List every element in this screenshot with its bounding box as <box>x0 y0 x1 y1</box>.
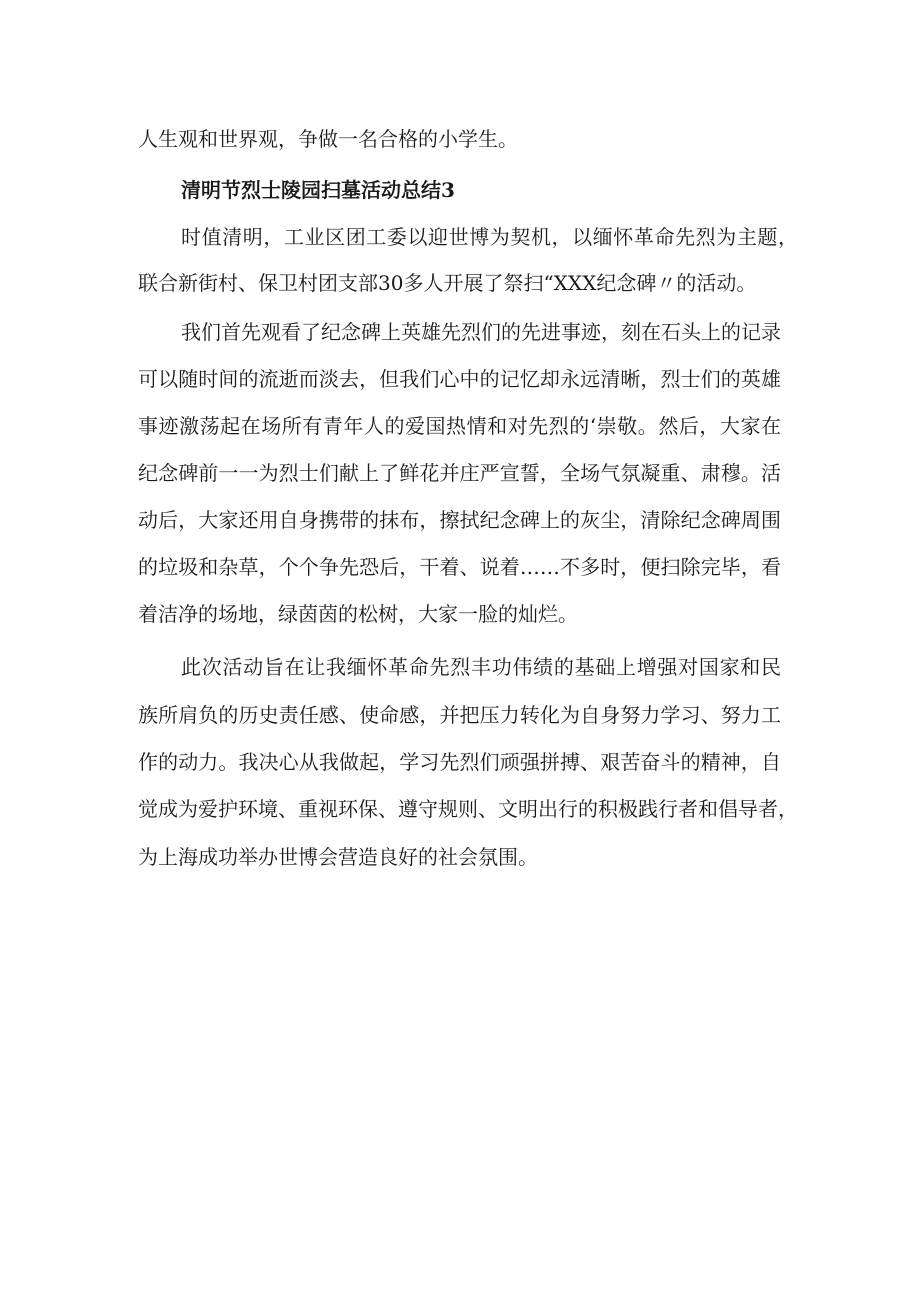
text-line: 事迹激荡起在场所有青年人的爱国热情和对先烈的‘崇敬。然后，大家在 <box>138 414 781 438</box>
section-heading: 清明节烈士陵园扫墓活动总结3 <box>181 178 455 202</box>
text-line: 族所肩负的历史责任感、使命感，并把压力转化为自身努力学习、努力工 <box>138 703 781 727</box>
text-line: 人生观和世界观，争做一名合格的小学生。 <box>138 127 518 151</box>
text-line: 可以随时间的流逝而淡去，但我们心中的记忆却永远清晰，烈士们的英雄 <box>138 367 781 391</box>
text-line: 此次活动旨在让我缅怀革命先烈丰功伟绩的基础上增强对国家和民 <box>181 655 781 679</box>
text-line: 作的动力。我决心从我做起，学习先烈们顽强拼搏、艰苦奋斗的精神，自 <box>138 750 781 774</box>
text-line: 我们首先观看了纪念碑上英雄先烈们的先进事迹，刻在石头上的记录 <box>181 320 781 344</box>
text-line: 联合新街村、保卫村团支部30多人开展了祭扫“XXX纪念碑〃的活动。 <box>138 271 757 295</box>
text-line: 着洁净的场地，绿茵茵的松树，大家一脸的灿烂。 <box>138 602 578 626</box>
text-line: 纪念碑前一一为烈士们献上了鲜花并庄严宣誓，全场气氛凝重、肃穆。活 <box>138 461 781 485</box>
text-line: 的垃圾和杂草，个个争先恐后，干着、说着……不多时，便扫除完毕，看 <box>138 555 781 579</box>
text-line: 觉成为爱护环境、重视环保、遵守规则、文明出行的积极践行者和倡导者， <box>138 797 798 821</box>
text-line: 时值清明，工业区团工委以迎世博为契机，以缅怀革命先烈为主题， <box>181 225 798 249</box>
text-line: 为上海成功举办世博会营造良好的社会氛围。 <box>138 845 538 869</box>
text-line: 动后，大家还用自身携带的抹布，擦拭纪念碑上的灰尘，清除纪念碑周围 <box>138 508 781 532</box>
